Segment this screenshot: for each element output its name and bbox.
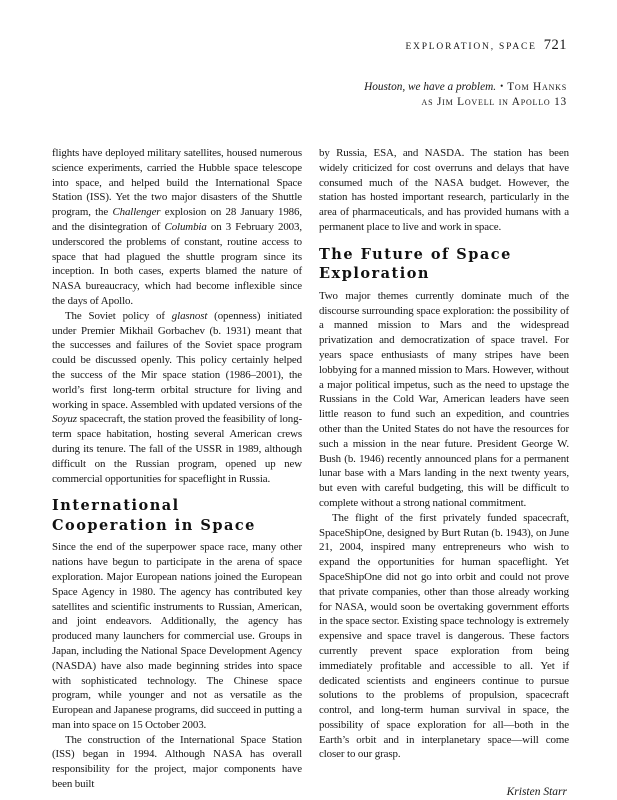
text-columns [52,146,569,798]
epigraph [364,79,567,110]
epigraph-line-1 [364,79,567,95]
paragraph: Two major themes currently dominate much of the discourse surrounding space exploration: the possibility of a manned mission to Mars and the widespread privatization and democratization of space travel. For years space enthusiasts of many stripes have been lobbying for a manned mission to Mars. However, without a major political impetus, such as the need to upstage the Russians in the Cold War, American leaders have seen little reason to fund such an expedition, and countries other than the United States do not have the resources for such a mission in the near future. President George W. Bush (b. 1946) recently announced plans for a permanent lunar base with a Mars landing in the next twenty years, but even with careful budgeting, this will be difficult to complete without a strong national commitment. [319,289,569,509]
section-heading-future-of-space-exploration [319,245,569,284]
running-head-title: EXPLORATION, SPACE [405,42,537,52]
section-heading-international-cooperation [52,496,302,535]
paragraph: The Soviet policy of glasnost (openness) initiated under Premier Mikhail Gorbachev (b. 1931) meant that the successes and failures of the Soviet space program could be discussed openly. This policy certainly helped the success of the Mir space station (1986–2001), the world’s first long-term orbital structure for living and working in space. Assembled with updated versions of the Soyuz spacecraft, the station proved the feasibility of long-term space habitation, hosting several American crews during its tenure. The fall of the USSR in 1989, although difficult on the Russian program, opened up new commercial opportunities for spaceflight in Russia. [52,309,302,485]
epigraph-attribution-role: as Jim Lovell in Apollo 13 [421,96,567,108]
paragraph: by Russia, ESA, and NASDA. The station has been widely criticized for cost overruns and delays that have consumed much of the NASA budget. However, the station has hosted important research, particularly in the area of pharmaceuticals, and has provided humans with a permanent place to live and work in space. [319,147,569,233]
right-column [319,146,569,798]
left-column [52,146,302,798]
bullet-separator: • [500,81,504,91]
running-head [405,36,567,54]
heading-line: Exploration [319,265,430,283]
heading-line: Cooperation in Space [52,516,256,534]
epigraph-attribution: Tom Hanks [507,81,567,93]
paragraph: Since the end of the superpower space race, many other nations have begun to participate in the arena of space exploration. Major European nations joined the European Space Agency in 1980. The agency has contributed key satellites and scientific instruments to Russian, American, and joint endeavors. Additionally, the agency has produced many launchers for commercial use. Groups in Japan, including the National Space Development Agency (NASDA) have also made beginning strides into space with sophisticated technology. The Chinese space program, while younger and not as versatile as the European and Japanese programs, did succeed in putting a man into space on 15 October 2003. [52,541,302,731]
heading-line: International [52,497,180,515]
paragraph: The flight of the first privately funded spacecraft, SpaceShipOne, designed by Burt Rutan (b. 1943), on June 21, 2004, inspired many entrepreneurs who wish to expand the opportunities for human spaceflight. Yet SpaceShipOne did not go into orbit and could not prove that private companies, other than those already working for NASA, would soon be overtaking government efforts in the space sector. Existing space technology is extremely expensive and space travel is dangerous. These factors currently prevent space exploration from being immediately profitable and accessible to all. Yet if dedicated scientists and engineers continue to pursue solutions to the problems of propulsion, spacecraft control, and long-term human survival in space, the possibility of space exploration for all—both in the Earth’s orbit and in interplanetary space—will come closer to our grasp. [319,511,569,761]
paragraph: flights have deployed military satellites, housed numerous science experiments, carried the Hubble space telescope into space, and helped build the International Space Station (ISS). Yet the two major disasters of the Shuttle program, the Challenger explosion on 28 January 1986, and the disintegration of Columbia on 3 February 2003, underscored the problems of constant, routine access to space that had plagued the shuttle program since its inception. In both cases, experts blamed the nature of NASA bureaucracy, which had become inflexible since the days of Apollo. [52,147,302,307]
epigraph-quote: Houston, we have a problem. [364,81,497,93]
author-signature: Kristen Starr [506,786,567,799]
heading-line: The Future of Space [319,245,512,263]
page-number: 721 [543,37,567,53]
paragraph: The construction of the International Space Station (ISS) began in 1994. Although NASA has overall responsibility for the project, major components have been built [52,733,302,791]
